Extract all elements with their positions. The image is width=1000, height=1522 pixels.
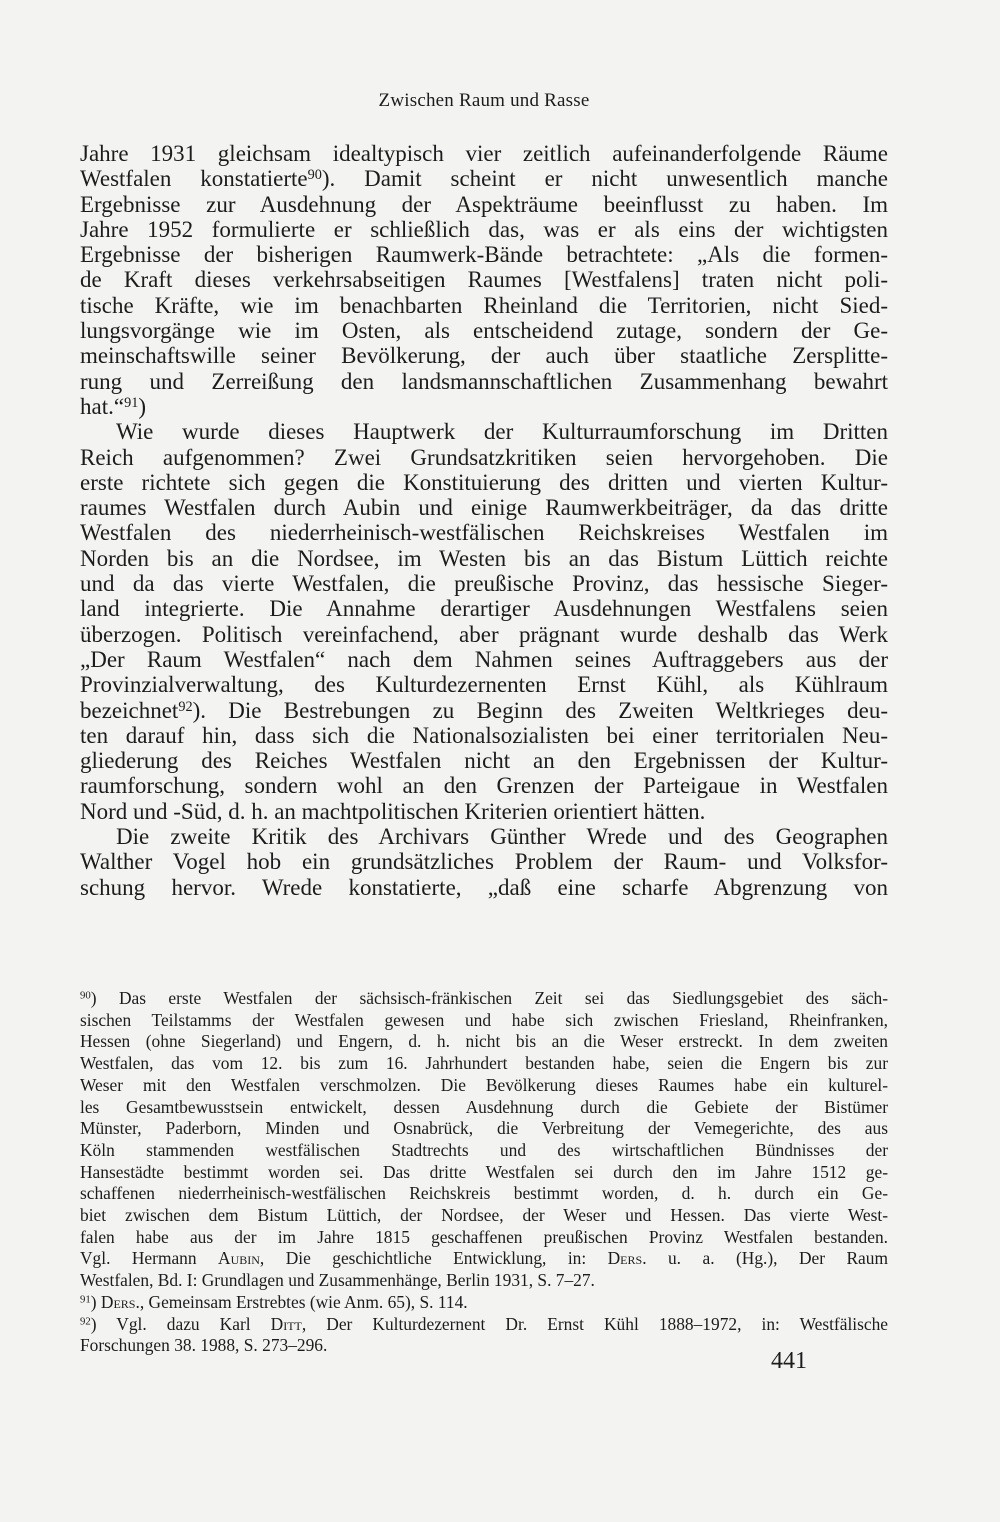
footnote-text: . u. a. (Hg.), Der Raum	[642, 1248, 888, 1269]
footnote-line	[80, 1292, 888, 1314]
footnote-mark-90: 90	[80, 989, 91, 1002]
footnote-text: , Die geschichtliche Entwicklung, in:	[259, 1248, 608, 1269]
body-line	[80, 166, 888, 191]
author-name: Ditt	[270, 1313, 302, 1334]
body-text-span: hat.“	[80, 393, 125, 419]
body-line: Wie wurde dieses Hauptwerk der Kulturraumforschung im Dritten	[116, 419, 888, 445]
body-line: raumforschung, sondern wohl an den Grenzen der Parteigaue in Westfalen	[80, 773, 888, 799]
body-line: Walther Vogel hob ein grundsätzliches Problem der Raum- und Volksfor-	[80, 849, 888, 875]
footnote-line	[80, 1314, 888, 1336]
body-text-span: ). Die Bestrebungen zu Beginn des Zweiten Weltkrieges deu-	[192, 697, 888, 723]
footnote-line: Hessen (ohne Siegerland) und Engern, d. h. nicht bis an die Weser erstreckt. In dem zweiten	[80, 1031, 888, 1052]
footnote-line: Hansestädte bestimmt worden sei. Das dritte Westfalen sei durch den im Jahre 1512 ge-	[80, 1161, 888, 1182]
body-line: Ergebnisse der bisherigen Raumwerk-Bände betrachtete: „Als die formen-	[80, 242, 888, 268]
footnote-text: Vgl. Hermann	[80, 1248, 219, 1269]
footnote-line: Köln stammenden westfälischen Stadtrechts und des wirtschaftlichen Bündnisses der	[80, 1139, 888, 1160]
body-line: Ergebnisse zur Ausdehnung der Aspekträume beeinflusst zu haben. Im	[80, 191, 888, 217]
body-line: und da das vierte Westfalen, die preußische Provinz, das hessische Sieger-	[80, 571, 888, 597]
body-line: Jahre 1931 gleichsam idealtypisch vier zeitlich aufeinanderfolgende Räume	[80, 141, 888, 166]
body-line: überzogen. Politisch vereinfachend, aber prägnant wurde deshalb das Werk	[80, 621, 888, 647]
footnote-line: falen habe aus der im Jahre 1815 geschaffenen preußischen Provinz Westfalen bestanden.	[80, 1226, 888, 1247]
body-line	[80, 698, 888, 723]
footnote-ref-91[interactable]: 91	[124, 394, 139, 411]
footnote-text: ) Vgl. dazu Karl	[90, 1313, 271, 1334]
body-text-span: Westfalen konstatierte	[80, 166, 308, 192]
page-number: 441	[771, 1348, 807, 1374]
footnote-line: biet zwischen dem Bistum Lüttich, der Nordsee, der Weser und Hessen. Das vierte West-	[80, 1205, 888, 1226]
body-line: erste richtete sich gegen die Konstituierung des dritten und vierten Kultur-	[80, 469, 888, 495]
body-line: Westfalen des niederrheinisch-westfälischen Reichskreises Westfalen im	[80, 520, 888, 546]
body-line: Nord und -Süd, d. h. an machtpolitischen Kriterien orientiert hätten.	[80, 798, 706, 824]
running-head: Zwischen Raum und Rasse	[378, 90, 590, 111]
footnote-line: Forschungen 38. 1988, S. 273–296.	[80, 1335, 328, 1356]
footnote-text: ) Das erste Westfalen der sächsisch-fränkischen Zeit sei das Siedlungsgebiet des säch-	[90, 988, 888, 1008]
body-line: Norden bis an die Nordsee, im Westen bis an das Bistum Lüttich reichte	[80, 545, 888, 571]
footnote-text: , Der Kulturdezernent Dr. Ernst Kühl 1888–1972, in: Westfälische	[301, 1313, 889, 1334]
footnote-line: Westfalen, Bd. I: Grundlagen und Zusammenhänge, Berlin 1931, S. 7–27.	[80, 1270, 595, 1291]
footnote-ref-92[interactable]: 92	[178, 698, 193, 715]
footnote-line: Weser mit den Westfalen verschmolzen. Die Bevölkerung dieses Raumes habe ein kulturel-	[80, 1074, 888, 1095]
footnote-line: sischen Teilstamms der Westfalen gewesen und habe sich zwischen Friesland, Rheinfranken,	[80, 1009, 888, 1030]
body-text-span: bezeichnet	[80, 697, 179, 723]
footnote-text: )	[90, 1291, 101, 1312]
author-name: Aubin	[218, 1248, 260, 1269]
body-line: tische Kräfte, wie im benachbarten Rheinland die Territorien, nicht Sied-	[80, 292, 888, 318]
body-text-span: )	[138, 393, 146, 419]
body-line: gliederung des Reiches Westfalen nicht an den Ergebnissen der Kultur-	[80, 748, 888, 774]
body-line: land integrierte. Die Annahme derartiger Ausdehnungen Westfalens seien	[80, 596, 888, 622]
body-line: „Der Raum Westfalen“ nach dem Nahmen seines Auftraggebers aus der	[80, 646, 888, 672]
footnote-line	[80, 988, 888, 1010]
footnote-line	[80, 1248, 888, 1270]
footnote-line: les Gesamtbewusstsein entwickelt, dessen Ausdehnung durch die Gebiete der Bistümer	[80, 1096, 888, 1117]
footnote-line: Westfalen, das vom 12. bis zum 16. Jahrhundert bestanden habe, seien die Engern bis zur	[80, 1053, 888, 1074]
body-line: Jahre 1952 formulierte er schließlich das, was er als eins der wichtigsten	[80, 216, 888, 242]
body-line: Die zweite Kritik des Archivars Günther Wrede und des Geographen	[116, 824, 888, 850]
author-name: Ders	[100, 1291, 136, 1312]
body-line	[80, 394, 888, 419]
body-line: Provinzialverwaltung, des Kulturdezernenten Ernst Kühl, als Kühlraum	[80, 672, 888, 698]
body-line: schung hervor. Wrede konstatierte, „daß eine scharfe Abgrenzung von	[80, 874, 888, 900]
body-line: ten darauf hin, dass sich die Nationalsozialisten bei einer territorialen Neu-	[80, 722, 888, 748]
body-line: lungsvorgänge wie im Osten, als entscheidend zutage, sondern der Ge-	[80, 318, 888, 344]
footnote-ref-90[interactable]: 90	[307, 167, 322, 184]
author-name: Ders	[607, 1248, 643, 1269]
body-line: raumes Westfalen durch Aubin und einige Raumwerkbeiträger, da das dritte	[80, 495, 888, 521]
footnotes	[80, 988, 888, 1357]
footnote-line: Münster, Paderborn, Minden und Osnabrück, die Verbreitung der Vemegerichte, des aus	[80, 1118, 888, 1139]
body-text	[80, 141, 888, 900]
body-line: de Kraft dieses verkehrsabseitigen Raumes [Westfalens] traten nicht poli-	[80, 267, 888, 293]
footnote-mark-92: 92	[80, 1315, 91, 1328]
body-text-span: ). Damit scheint er nicht unwesentlich manche	[321, 166, 888, 192]
footnote-mark-91: 91	[80, 1293, 91, 1306]
footnote-text: ., Gemeinsam Erstrebtes (wie Anm. 65), S. 114.	[135, 1291, 468, 1312]
body-line: meinschaftswille seiner Bevölkerung, der auch über staatliche Zersplitte-	[80, 343, 888, 369]
footnote-line: schaffenen niederrheinisch-westfälischen Reichskreis bestimmt worden, d. h. durch ein Ge-	[80, 1183, 888, 1204]
body-line: rung und Zerreißung den landsmannschaftlichen Zusammenhang bewahrt	[80, 368, 888, 394]
body-line: Reich aufgenommen? Zwei Grundsatzkritiken seien hervorgehoben. Die	[80, 444, 888, 470]
